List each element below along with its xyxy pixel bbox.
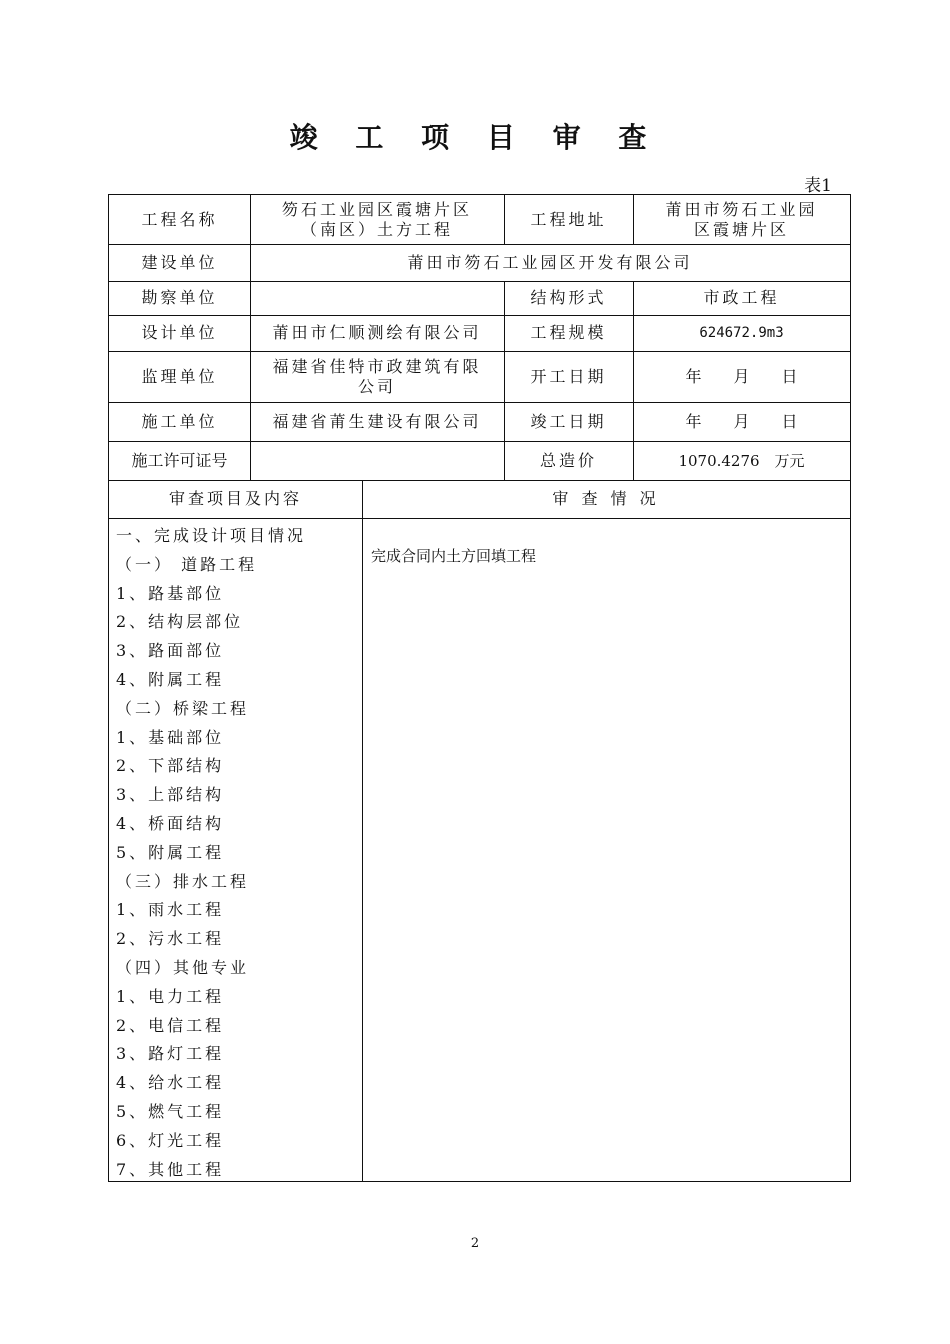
review-item: 4、桥面结构 [116,813,225,833]
review-item: 1、雨水工程 [116,900,225,920]
start-date-value: 年 月 日 [685,366,798,386]
project-address-value: 莆田市笏石工业园区霞塘片区 [665,199,818,239]
review-result: 完成合同内土方回填工程 [371,547,537,565]
review-item: 一、完成设计项目情况 [116,526,307,545]
review-item: 3、上部结构 [116,785,225,805]
permit-value [250,441,504,480]
review-item: 4、给水工程 [116,1073,225,1093]
review-item: 2、污水工程 [116,929,225,949]
review-item: 1、路基部位 [116,583,225,603]
review-items-list [116,522,356,1184]
review-item: 6、灯光工程 [116,1130,225,1150]
review-item: 5、燃气工程 [116,1101,225,1121]
project-name-value: 笏石工业园区霞塘片区（南区）土方工程 [281,199,472,239]
project-address-label: 工程地址 [530,209,607,229]
review-item: 1、电力工程 [116,986,225,1006]
permit-label: 施工许可证号 [131,450,228,470]
review-item: 4、附属工程 [116,669,225,689]
supervisor-label: 监理单位 [141,366,218,386]
design-unit-value: 莆田市仁顺测绘有限公司 [272,323,482,342]
review-status-header: 审 查 情 况 [552,489,660,508]
total-cost-label: 总造价 [539,450,597,470]
project-scale-value: 624672.9m3 [699,325,784,341]
structure-type-value: 市政工程 [703,288,780,307]
builder-label: 建设单位 [141,252,218,272]
design-unit-label: 设计单位 [141,323,218,342]
review-item: 7、其他工程 [116,1159,225,1179]
review-item: （三）排水工程 [116,871,250,891]
table-number: 表1 [804,176,832,196]
page-number: 2 [470,1236,480,1251]
start-date-label: 开工日期 [530,366,607,386]
survey-unit-label: 勘察单位 [141,288,218,307]
review-item: 5、附属工程 [116,842,225,862]
review-item: 1、基础部位 [116,727,225,747]
project-scale-label: 工程规模 [530,323,607,342]
completion-date-label: 竣工日期 [530,411,607,431]
review-item: 2、电信工程 [116,1015,225,1035]
project-name-label: 工程名称 [141,209,218,229]
document-title: 竣 工 项 目 审 查 [289,121,661,154]
review-form-table [108,194,851,1182]
survey-unit-value [250,281,504,315]
review-item: （一） 道路工程 [116,554,258,574]
review-items-header: 审查项目及内容 [168,489,302,508]
review-item: （四）其他专业 [116,957,250,977]
review-item: 3、路灯工程 [116,1044,225,1064]
builder-value: 莆田市笏石工业园区开发有限公司 [407,252,693,272]
review-item: 2、结构层部位 [116,612,244,632]
review-item: （二）桥梁工程 [116,698,250,718]
structure-type-label: 结构形式 [530,288,607,307]
review-item: 3、路面部位 [116,641,225,661]
supervisor-value: 福建省佳特市政建筑有限公司 [272,356,482,396]
review-item: 2、下部结构 [116,756,225,776]
total-cost-value: 1070.4276 万元 [678,451,805,470]
contractor-label: 施工单位 [141,411,218,431]
contractor-value: 福建省莆生建设有限公司 [272,411,482,431]
completion-date-value: 年 月 日 [685,411,798,431]
